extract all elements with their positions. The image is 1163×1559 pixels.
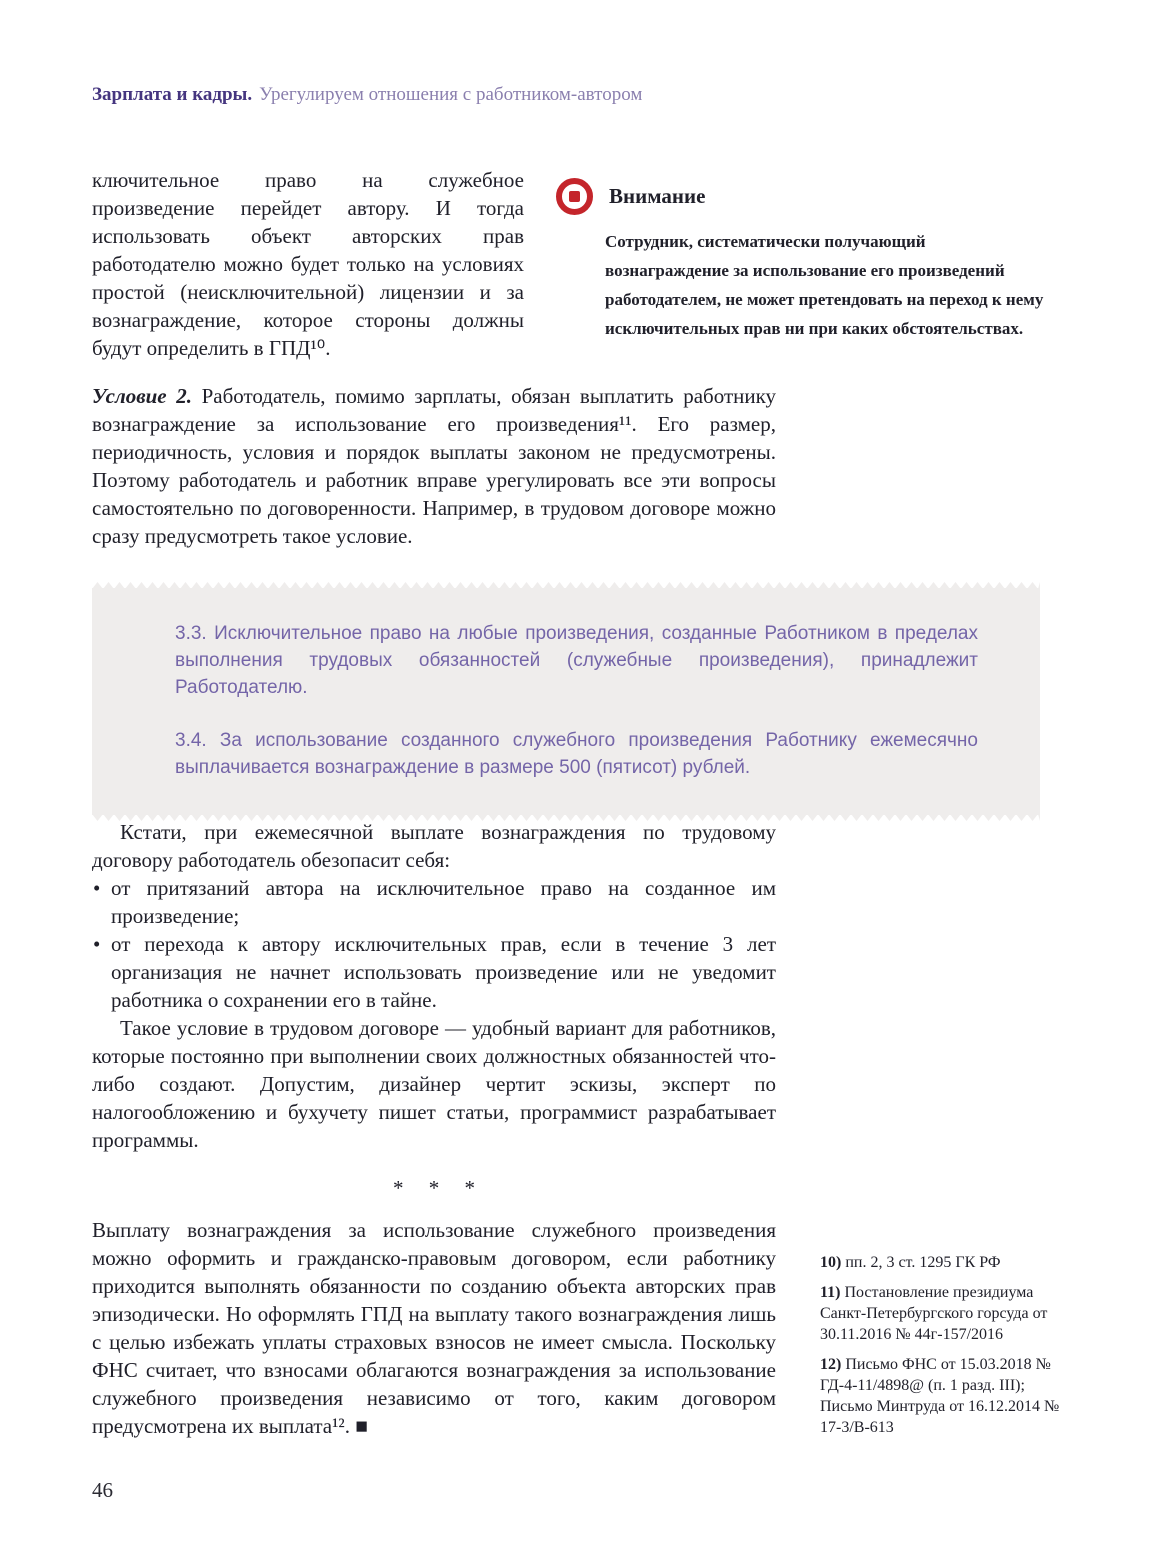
body-paragraph-1: Кстати, при ежемесячной выплате вознаграждения по трудовому договору работодатель обезопасит себя: bbox=[92, 820, 776, 872]
footnote bbox=[820, 1282, 1078, 1345]
attention-icon bbox=[556, 178, 593, 215]
footnote bbox=[820, 1252, 1078, 1273]
quote-clause-3-3: 3.3. Исключительное право на любые произведения, созданные Работником в пределах выполнения трудовых обязанностей (служебные произведения), принадлежит Работодателю. bbox=[175, 623, 978, 698]
list-item: • от перехода к автору исключительных прав, если в течение 3 лет организация не начнет использовать произведение или не уведомит работника о сохранении его в тайне. bbox=[92, 930, 776, 1014]
attention-text: Сотрудник, систематически получающий вознаграждение за использование его произведений работодателем, не может претендовать на переход к нему исключительных прав ни при каких обстоятельствах. bbox=[605, 232, 1044, 338]
attention-header bbox=[556, 178, 1044, 215]
footnote-number: 12) bbox=[820, 1356, 842, 1373]
body-paragraph-2: Такое условие в трудовом договоре — удобный вариант для работников, которые постоянно при выполнении своих должностных обязанностей что-либо создают. Допустим, дизайнер чертит эскизы, эксперт по налогообложению и бухучету пишет статьи, программист разрабатывает программы. bbox=[92, 1016, 776, 1152]
asterisk-separator: * * * bbox=[393, 1176, 485, 1200]
article-subtitle: Урегулируем отношения с работником-автором bbox=[259, 84, 643, 105]
footnote-number: 11) bbox=[820, 1284, 841, 1301]
footnote-text: Постановление президиума Санкт-Петербургского горсуда от 30.11.2016 № 44г-157/2016 bbox=[820, 1284, 1048, 1343]
main-text bbox=[92, 818, 776, 1440]
footnote-text: пп. 2, 3 ст. 1295 ГК РФ bbox=[845, 1254, 1001, 1271]
body-paragraph-3: Выплату вознаграждения за использование служебного произведения можно оформить и гражданско-правовым договором, если работнику приходится выполнять обязанности по созданию объекта авторских прав эпизодически. Но оформлять ГПД на выплату такого вознаграждения лишь с целью избежать уплаты страховых взносов не имеет смысла. Поскольку ФНС считает, что взносами облагаются вознаграждения за использование служебного произведения независимо от того, каким договором предусмотрена их выплата¹². ■ bbox=[92, 1218, 776, 1438]
intro-paragraph: ключительное право на служебное произведение перейдет автору. И тогда использовать объект авторских прав работодателю можно будет только на условиях простой (неисключительной) лицензии и за вознаграждение, которое стороны должны будут определить в ГПД¹⁰. bbox=[92, 168, 524, 360]
bullet-list bbox=[92, 874, 776, 1014]
footnote-number: 10) bbox=[820, 1254, 842, 1271]
condition-paragraph bbox=[92, 382, 776, 550]
torn-edge-top bbox=[92, 582, 1040, 589]
attention-block bbox=[556, 178, 1044, 343]
footnote-text: Письмо ФНС от 15.03.2018 № ГД-4-11/4898@ (п. 1 разд. III); Письмо Минтруда от 16.12.2014 № 17-3/В-613 bbox=[820, 1356, 1060, 1436]
condition-text: Работодатель, помимо зарплаты, обязан выплатить работнику вознаграждение за использование его произведения¹¹. Его размер, периодичность, условия и порядок выплаты законом не предусмотрены. Поэтому работодатель и работник вправе урегулировать все эти вопросы самостоятельно по договоренности. Например, в трудовом договоре можно сразу предусмотреть такое условие. bbox=[92, 384, 776, 548]
footnotes-column bbox=[820, 1252, 1078, 1447]
section-title: Зарплата и кадры. bbox=[92, 84, 253, 105]
attention-title: Внимание bbox=[609, 184, 706, 208]
list-item: • от притязаний автора на исключительное право на созданное им произведение; bbox=[92, 874, 776, 930]
footnote bbox=[820, 1354, 1078, 1438]
attention-icon-dot bbox=[569, 191, 580, 202]
page-header bbox=[92, 84, 642, 106]
condition-lead: Условие 2. bbox=[92, 384, 192, 408]
page-number: 46 bbox=[92, 1478, 113, 1502]
contract-quote-box bbox=[92, 588, 1040, 815]
quote-clause-3-4: 3.4. За использование созданного служебного произведения Работнику ежемесячно выплачивается вознаграждение в размере 500 (пятисот) рублей. bbox=[175, 730, 978, 778]
